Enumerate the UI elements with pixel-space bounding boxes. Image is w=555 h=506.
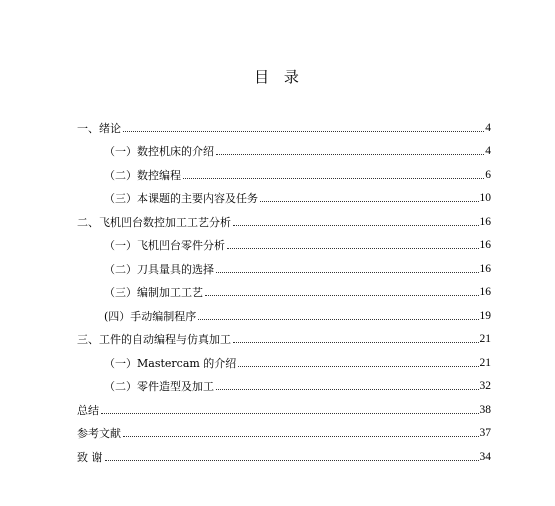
toc-dot-leader xyxy=(205,295,479,296)
toc-entry-label: （一）Mastercam 的介绍 xyxy=(104,356,237,370)
toc-entry[interactable] xyxy=(77,417,491,441)
toc-entry[interactable] xyxy=(77,111,491,135)
toc-entry-label: （三）编制加工工艺 xyxy=(104,286,203,299)
toc-entry-label: 致 谢 xyxy=(77,450,103,464)
toc-list xyxy=(77,111,491,464)
toc-page-number: 38 xyxy=(479,403,491,416)
toc-page-number: 19 xyxy=(479,309,491,322)
toc-entry-label: 一、绪论 xyxy=(77,121,121,135)
toc-title: 目 录 xyxy=(254,68,301,86)
toc-entry[interactable] xyxy=(77,370,491,394)
toc-entry[interactable] xyxy=(77,393,491,417)
toc-dot-leader xyxy=(105,460,479,461)
toc-page-number: 6 xyxy=(485,168,491,181)
toc-dot-leader xyxy=(233,342,479,343)
toc-page-number: 16 xyxy=(479,215,491,228)
toc-dot-leader xyxy=(216,389,479,390)
toc-entry-label: （三）本课题的主要内容及任务 xyxy=(104,192,258,205)
toc-entry-label: 总结 xyxy=(77,403,99,417)
toc-entry[interactable] xyxy=(77,276,491,300)
toc-page-number: 21 xyxy=(479,333,491,345)
toc-entry[interactable] xyxy=(77,252,491,276)
toc-page-number: 16 xyxy=(479,286,491,298)
toc-entry[interactable] xyxy=(77,158,491,182)
toc-page-number: 4 xyxy=(485,145,491,157)
toc-page-number: 21 xyxy=(479,356,491,369)
toc-dot-leader xyxy=(227,248,479,249)
toc-entry-label: 二、飞机凹台数控加工工艺分析 xyxy=(77,215,231,229)
toc-entry[interactable] xyxy=(77,135,491,159)
toc-entry-label: 参考文献 xyxy=(77,427,121,440)
toc-dot-leader xyxy=(123,436,479,437)
toc-dot-leader xyxy=(233,225,479,226)
toc-entry[interactable] xyxy=(77,229,491,253)
toc-entry-label: （二）刀具量具的选择 xyxy=(104,262,214,276)
toc-page-number: 34 xyxy=(479,450,491,463)
toc-page-number: 32 xyxy=(479,380,491,392)
toc-page-number: 4 xyxy=(485,121,491,134)
toc-dot-leader xyxy=(260,201,479,202)
toc-dot-leader xyxy=(183,178,484,179)
toc-dot-leader xyxy=(216,154,484,155)
toc-entry[interactable] xyxy=(77,440,491,464)
toc-dot-leader xyxy=(238,366,478,367)
toc-entry[interactable] xyxy=(77,299,491,323)
toc-entry-label: （一）数控机床的介绍 xyxy=(104,145,214,158)
toc-dot-leader xyxy=(123,131,484,132)
toc-entry[interactable] xyxy=(77,323,491,347)
toc-entry-label: （二）零件造型及加工 xyxy=(104,380,214,393)
toc-page-number: 16 xyxy=(479,239,491,251)
toc-page-number: 16 xyxy=(479,262,491,275)
toc-entry[interactable] xyxy=(77,182,491,206)
toc-page-number: 10 xyxy=(479,192,491,204)
toc-dot-leader xyxy=(216,272,479,273)
toc-entry-label: （二）数控编程 xyxy=(104,168,181,182)
toc-page-number: 37 xyxy=(479,427,491,439)
toc-entry-label: (四）手动编制程序 xyxy=(104,309,197,323)
toc-entry[interactable] xyxy=(77,205,491,229)
toc-entry-label: 三、工件的自动编程与仿真加工 xyxy=(77,333,231,346)
toc-entry[interactable] xyxy=(77,346,491,370)
toc-dot-leader xyxy=(198,319,478,320)
toc-dot-leader xyxy=(101,413,479,414)
toc-entry-label: （一）飞机凹台零件分析 xyxy=(104,239,225,252)
